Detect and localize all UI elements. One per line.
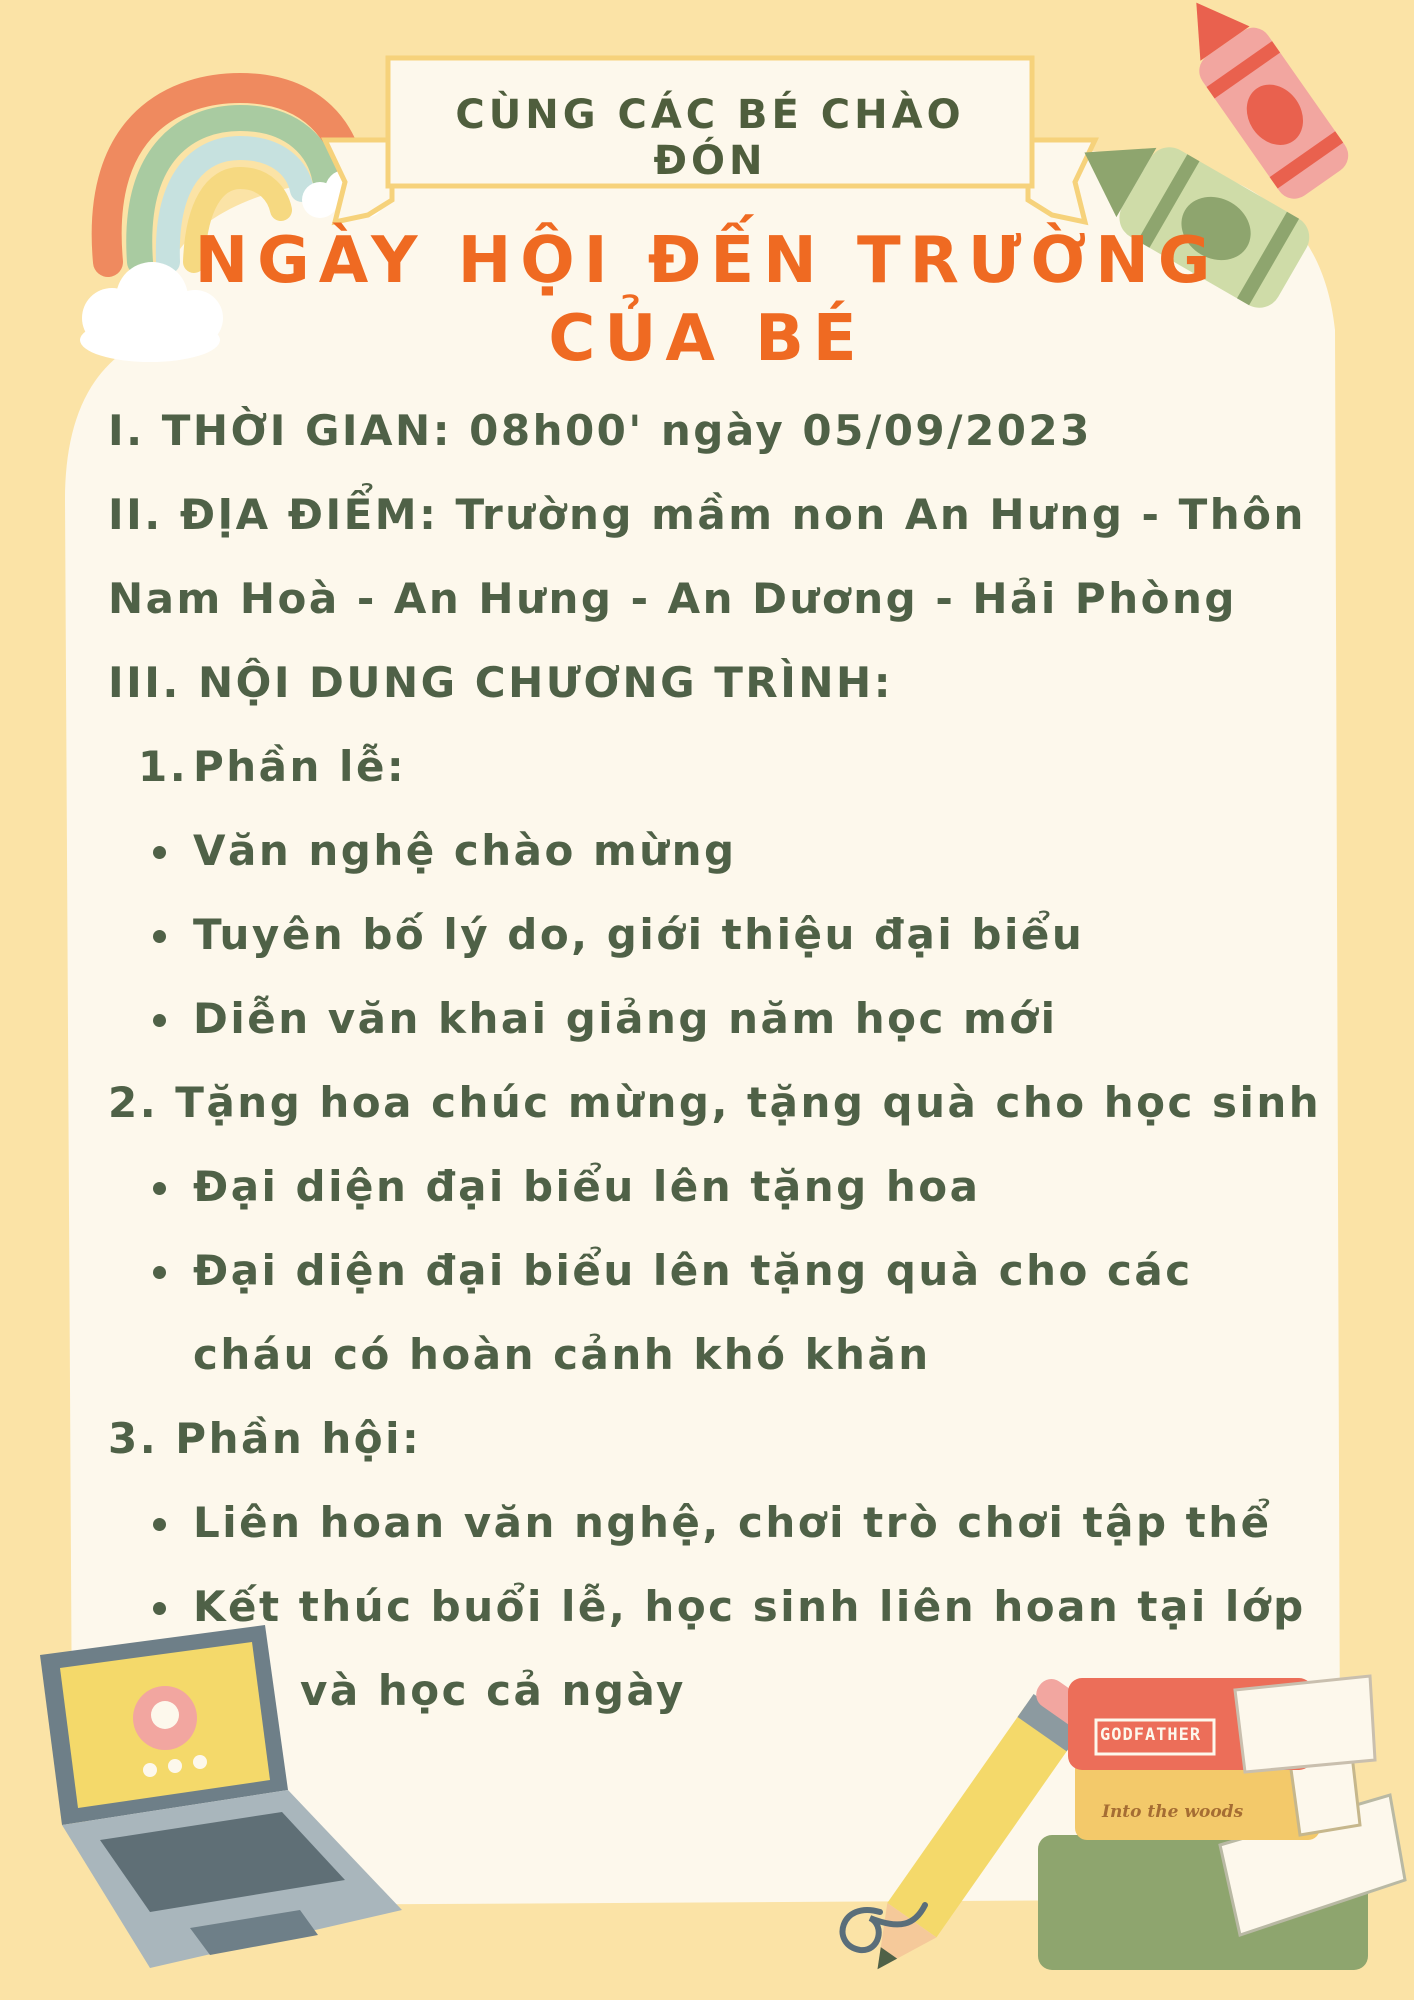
part2-heading: 2. Tặng hoa chúc mừng, tặng quà cho học sinh xyxy=(108,1078,1322,1127)
bullet xyxy=(153,930,166,943)
event-location-line-1: II. ĐỊA ĐIỂM: Trường mầm non An Hưng - Thôn xyxy=(108,490,1306,539)
part3-item: Kết thúc buổi lễ, học sinh liên hoan tại lớp xyxy=(193,1582,1306,1631)
part1-heading: Phần lễ: xyxy=(193,742,407,791)
part3-item-continued: và học cả ngày xyxy=(300,1666,686,1715)
part1-item: Tuyên bố lý do, giới thiệu đại biểu xyxy=(193,910,1085,959)
bullet xyxy=(153,1518,166,1531)
page-title xyxy=(90,222,1324,378)
bullet xyxy=(153,846,166,859)
event-time: I. THỜI GIAN: 08h00' ngày 05/09/2023 xyxy=(108,406,1092,455)
bullet xyxy=(153,1602,166,1615)
title-line-2: CỦA BÉ xyxy=(548,302,866,376)
part1-number: 1. xyxy=(138,742,189,791)
book-label-top: GODFATHER xyxy=(1100,1725,1202,1745)
books-icon xyxy=(1038,1676,1405,1970)
part2-item-continued: cháu có hoàn cảnh khó khăn xyxy=(193,1330,931,1379)
title-line-1: NGÀY HỘI ĐẾN TRƯỜNG xyxy=(194,224,1220,298)
part1-item: Diễn văn khai giảng năm học mới xyxy=(193,994,1058,1043)
bullet xyxy=(153,1182,166,1195)
part3-heading: 3. Phần hội: xyxy=(108,1414,422,1463)
part1-item: Văn nghệ chào mừng xyxy=(193,826,737,875)
bullet xyxy=(153,1266,166,1279)
program-heading: III. NỘI DUNG CHƯƠNG TRÌNH: xyxy=(108,658,893,707)
part2-item: Đại diện đại biểu lên tặng hoa xyxy=(193,1162,981,1211)
bullet xyxy=(153,1014,166,1027)
book-label-middle: Into the woods xyxy=(1102,1802,1244,1822)
part2-item: Đại diện đại biểu lên tặng quà cho các xyxy=(193,1246,1193,1295)
part3-item: Liên hoan văn nghệ, chơi trò chơi tập thể xyxy=(193,1498,1272,1547)
event-location-line-2: Nam Hoà - An Hưng - An Dương - Hải Phòng xyxy=(108,574,1237,623)
banner-heading: CÙNG CÁC BÉ CHÀO ĐÓN xyxy=(455,92,965,184)
